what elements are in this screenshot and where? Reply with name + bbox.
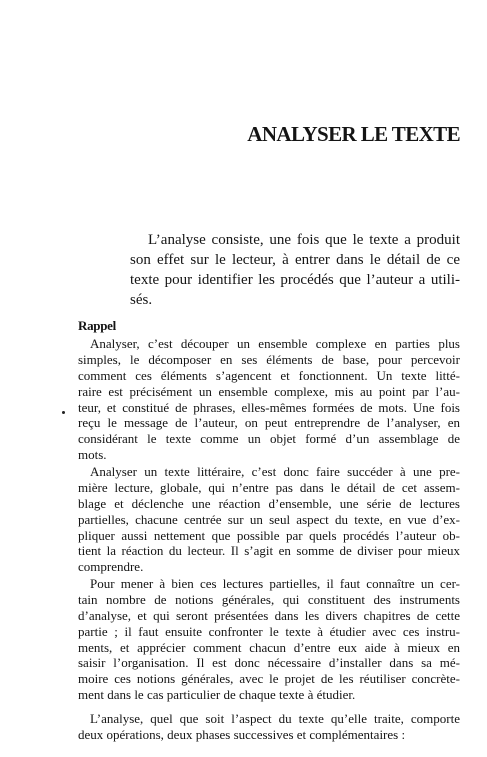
- paragraph-line: moire ces notions générales, avec le projet de les réutiliser concrète-: [78, 671, 460, 687]
- paragraph-line: mots.: [78, 447, 107, 463]
- paragraph-line: comprendre.: [78, 559, 144, 575]
- paragraph-line: considérant le texte comme un objet formé d’un assemblage de: [78, 431, 460, 447]
- paragraph-line: pliquer aussi nettement que possible par quels procédés l’auteur ob-: [78, 527, 460, 543]
- paragraph-line: Analyser, c’est découper un ensemble complexe en parties plus: [90, 336, 460, 351]
- paragraph-line: teur, et constitué de phrases, elles-mêmes formées de mots. Une fois: [78, 399, 460, 415]
- body-paragraph: [78, 576, 460, 703]
- body-paragraph: [78, 464, 460, 575]
- paragraph-line: partielles, chacune centrée sur un seul aspect du texte, en vue d’ex-: [78, 511, 460, 527]
- paragraph-line: tain nombre de notions générales, qui constituent des instruments: [78, 591, 460, 607]
- paragraph-line: tient la réaction du lecteur. Il s’agit en somme de diviser pour mieux: [78, 543, 460, 559]
- paragraph-line: raire est précisément un ensemble complexe, mis au point par l’au-: [78, 383, 460, 399]
- paragraph-line: partie ; il faut ensuite confronter le texte à étudier avec ces instru-: [78, 623, 460, 639]
- paragraph-line: d’analyse, et qui seront présentées dans les divers chapitres de cette: [78, 607, 460, 623]
- intro-line: L’analyse consiste, une fois que le texte a produit: [148, 232, 460, 248]
- paragraph-line: ment dans le cas particulier de chaque texte à étudier.: [78, 687, 356, 703]
- intro-paragraph: [130, 230, 460, 310]
- paragraph-line: comment ces éléments s’agencent et fonctionnent. Un texte litté-: [78, 367, 460, 383]
- paragraph-line: L’analyse, quel que soit l’aspect du texte qu’elle traite, comporte: [90, 711, 460, 726]
- paragraph-line: reçu le message de l’auteur, on peut entreprendre de l’analyser, en: [78, 415, 460, 431]
- intro-line: sés.: [130, 292, 153, 308]
- body-paragraph: [78, 336, 460, 463]
- paragraph-line: simples, le décomposer en ses éléments de base, pour percevoir: [78, 351, 460, 367]
- intro-line: son effet sur le lecteur, à entrer dans le détail de ce: [130, 252, 460, 268]
- body-paragraph: [78, 711, 460, 743]
- section-heading: Rappel: [78, 318, 116, 333]
- paragraph-line: Pour mener à bien ces lectures partielles, il faut connaître un cer-: [90, 576, 460, 591]
- margin-dot: [62, 411, 65, 414]
- paragraph-line: Analyser un texte littéraire, c’est donc faire succéder à une pre-: [90, 464, 460, 479]
- paragraph-line: blage et déclenche une réaction d’ensemble, une série de lectures: [78, 495, 460, 511]
- paragraph-line: saisir l’organisation. Il est donc nécessaire d’installer dans sa mé-: [78, 655, 460, 671]
- paragraph-line: ments, et apprécier comment chacun d’entre eux aide à mieux en: [78, 639, 460, 655]
- intro-line: texte pour identifier les procédés que l’auteur a utili-: [130, 272, 460, 288]
- paragraph-line: deux opérations, deux phases successives et complémentaires :: [78, 726, 406, 742]
- paragraph-line: mière lecture, globale, qui n’entre pas dans le détail de cet assem-: [78, 479, 460, 495]
- page-title: ANALYSER LE TEXTE: [247, 122, 460, 146]
